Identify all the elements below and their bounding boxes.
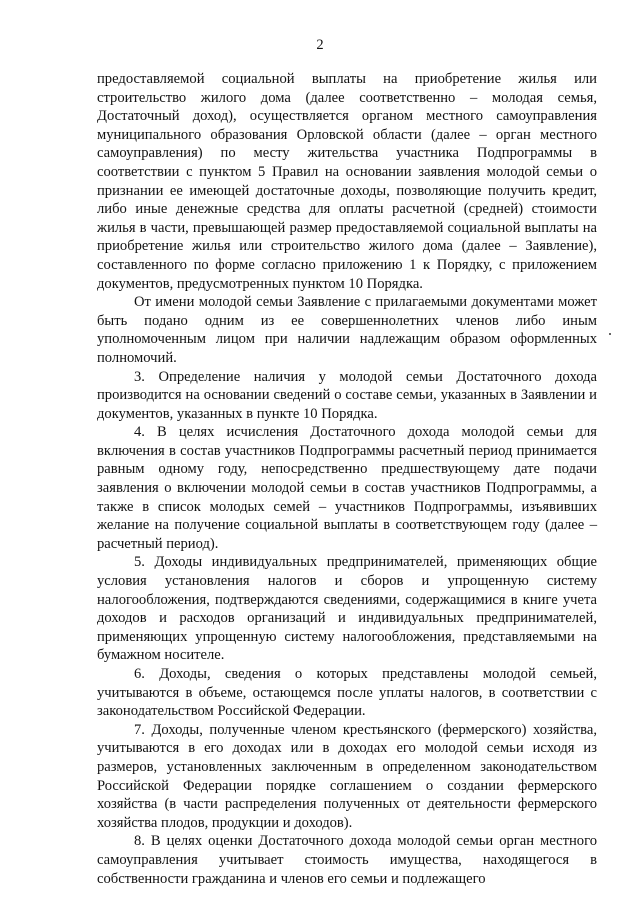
page-number: 2 <box>316 37 324 53</box>
paragraph-item-5: 5. Доходы индивидуальных предпринимателей, применяющих общие условия установления налогов и сборов и упрощенную систему налогообложения, подтверждаются сведениями, содержащимися в книге учета доходов и расходов организаций и индивидуальных предпринимателей, применяющих упрощенную систему налогообложения, представляемыми на бумажном носителе. <box>97 554 597 664</box>
document-body <box>97 70 597 888</box>
paragraph-item-3: 3. Определение наличия у молодой семьи Достаточного дохода производится на основании сведений о составе семьи, указанных в Заявлении и документов, указанных в пункте 10 Порядка. <box>97 368 597 422</box>
scan-dot-mark <box>609 333 611 335</box>
paragraph-item-4: 4. В целях исчисления Достаточного дохода молодой семьи для включения в состав участников Подпрограммы расчетный период принимается равным одному году, непосредственно предшествующему дате подачи заявления о включении молодой семьи в состав участников Подпрограммы, а также в список молодых семей – участников Подпрограммы, изъявивших желание на получение социальной выплаты в соответствующем году (далее – расчетный период). <box>97 424 597 552</box>
paragraph-item-8: 8. В целях оценки Достаточного дохода молодой семьи орган местного самоуправления учитывает стоимость имущества, находящегося в собственности гражданина и членов его семьи и подлежащего <box>97 833 597 887</box>
paragraph-item-6: 6. Доходы, сведения о которых представлены молодой семьей, учитываются в объеме, остающемся после уплаты налогов, в соответствии с законодательством Российской Федерации. <box>97 666 597 720</box>
paragraph-submission-by-member: От имени молодой семьи Заявление с прилагаемыми документами может быть подано одним из ее совершеннолетних членов либо иным уполномоченным лицом при наличии надлежащим образом оформленных полномочий. <box>97 294 597 366</box>
paragraph-continued: предоставляемой социальной выплаты на приобретение жилья или строительство жилого дома (далее соответственно – молодая семья, Достаточный доход), осуществляется органом местного самоуправления муниципального образования Орловской области (далее – орган местного самоуправления) по месту жительства участника Подпрограммы в соответствии с пунктом 5 Правил на основании заявления молодой семьи о признании ее имеющей достаточные доходы, позволяющие получить кредит, либо иные денежные средства для оплаты расчетной (средней) стоимости жилья в части, превышающей размер предоставляемой социальной выплаты на приобретение жилья или строительство жилого дома (далее – Заявление), составленного по форме согласно приложению 1 к Порядку, с приложением документов, предусмотренных пунктом 10 Порядка. <box>97 71 597 292</box>
paragraph-item-7: 7. Доходы, полученные членом крестьянского (фермерского) хозяйства, учитываются в его доходах или в доходах его молодой семьи исходя из размеров, установленных заключенным в определенном законодательством Российской Федерации порядке соглашением о создании фермерского хозяйства (в части распределения полученных от деятельности фермерского хозяйства плодов, продукции и доходов). <box>97 721 597 831</box>
